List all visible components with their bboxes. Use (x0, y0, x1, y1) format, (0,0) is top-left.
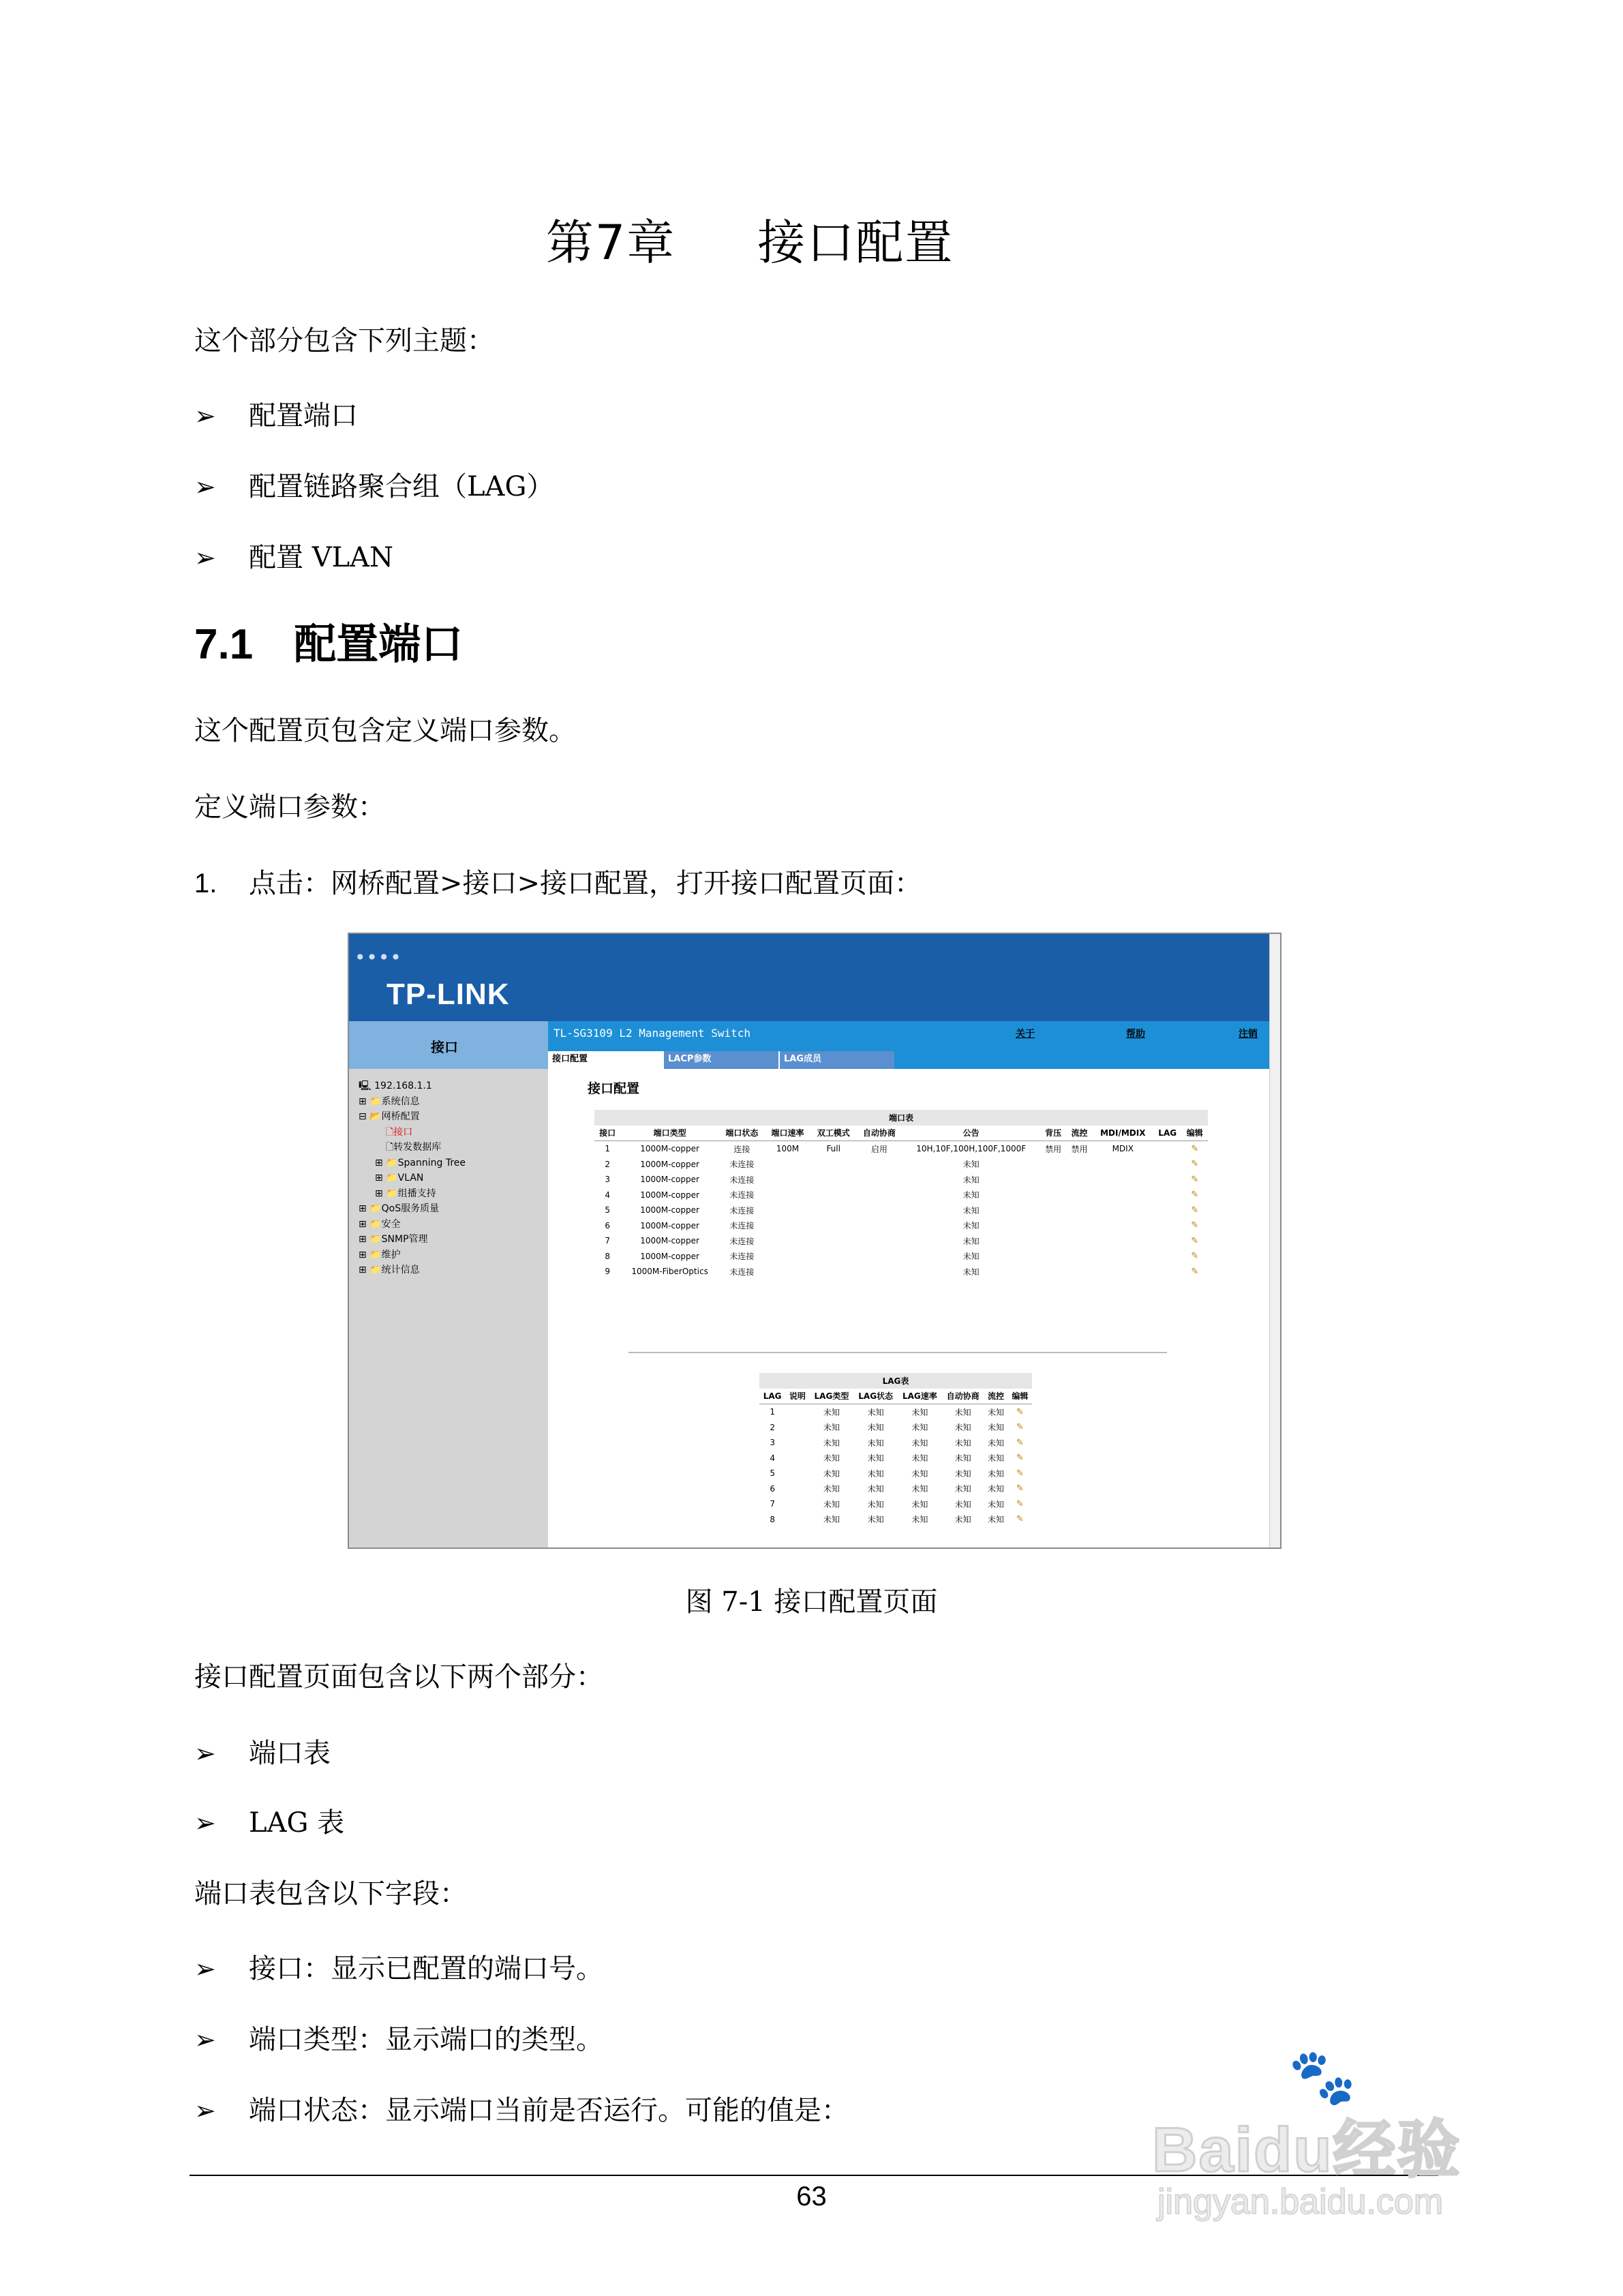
table-divider (628, 1352, 1167, 1353)
switch-title: TL-SG3109 L2 Management Switch (553, 1027, 750, 1040)
fields-intro: 端口表包含以下字段： (194, 1878, 467, 1909)
arrow-bullet-icon: ➢ (194, 472, 216, 502)
arrow-bullet-icon: ➢ (194, 2096, 216, 2126)
lag-table-header-row (759, 1389, 1032, 1404)
lag-table-column-header: LAG状态 (853, 1389, 898, 1404)
port-table-cell: 未知 (962, 1190, 980, 1200)
port-table-cell (1040, 1172, 1066, 1188)
lag-table-cell: 未知 (823, 1407, 840, 1417)
lag-table-cell: 未知 (823, 1453, 840, 1464)
lag-table-cell (785, 1451, 809, 1466)
port-table-cell (765, 1188, 810, 1203)
baidu-watermark (1152, 2045, 1561, 2222)
lag-table-cell (785, 1481, 809, 1497)
port-table-cell (1153, 1264, 1182, 1280)
intro-text: 这个部分包含下列主题： (194, 325, 494, 357)
lag-table-cell: 1 (770, 1407, 775, 1417)
port-table-cell: 未知 (962, 1205, 980, 1215)
port-table-cell: 3 (605, 1175, 610, 1185)
port-table-cell (810, 1249, 856, 1265)
port-table-cell (1066, 1264, 1092, 1280)
lag-table-cell (785, 1420, 809, 1436)
port-table-cell: 2 (605, 1159, 610, 1169)
port-table-cell (1153, 1172, 1182, 1188)
port-table-cell: 1000M-copper (640, 1251, 699, 1261)
port-table-cell: 5 (605, 1205, 610, 1215)
step-1 (194, 862, 922, 901)
edit-pencil-icon[interactable]: ✎ (1191, 1190, 1199, 1200)
lag-table-row (759, 1404, 1032, 1420)
lag-table-cell: 未知 (823, 1515, 840, 1525)
port-table-cell (1040, 1203, 1066, 1218)
define-params-text: 定义端口参数： (194, 791, 385, 823)
about-link[interactable]: 关于 (1016, 1029, 1035, 1040)
port-table-cell (1040, 1157, 1066, 1173)
port-table-column-header: 背压 (1040, 1126, 1066, 1141)
port-table-cell (1066, 1203, 1092, 1218)
port-table-cell: 1000M-copper (640, 1144, 699, 1154)
port-table-cell (810, 1264, 856, 1280)
port-table-cell (1040, 1188, 1066, 1203)
lag-table-cell: 未知 (988, 1453, 1005, 1464)
port-table-row (594, 1249, 1208, 1265)
port-table-cell (856, 1249, 902, 1265)
arrow-bullet-icon: ➢ (194, 1738, 216, 1768)
port-table-row (594, 1218, 1208, 1234)
lag-table-cell: 未知 (911, 1423, 928, 1433)
lag-table-column-header: 说明 (785, 1389, 809, 1404)
port-table-caption-row (594, 1110, 1208, 1126)
tree-root[interactable]: 🖳 192.168.1.1 (359, 1081, 432, 1091)
lag-table-caption: LAG表 (759, 1373, 1032, 1389)
lag-table-cell: 未知 (867, 1423, 884, 1433)
lag-table-cell: 未知 (954, 1423, 971, 1433)
tab-interface-config[interactable]: 接口配置 (548, 1051, 663, 1069)
port-table-cell: 1000M-copper (640, 1159, 699, 1169)
main-content (548, 1069, 1280, 1547)
port-table-cell: 连接 (733, 1144, 750, 1154)
chapter-number: 第7章 (545, 215, 676, 271)
edit-pencil-icon[interactable]: ✎ (1191, 1251, 1199, 1262)
port-table-cell: 禁用 (1071, 1144, 1088, 1154)
lag-table-cell: 未知 (867, 1515, 884, 1525)
lag-table-cell: 未知 (823, 1499, 840, 1509)
port-table-cell (765, 1172, 810, 1188)
lag-table-cell: 未知 (988, 1499, 1005, 1509)
port-table-cell: 6 (605, 1220, 610, 1230)
port-table-column-header: 接口 (594, 1126, 620, 1141)
lag-table-row (759, 1435, 1032, 1451)
arrow-bullet-icon: ➢ (194, 401, 216, 431)
port-table-cell: 1000M-FiberOptics (631, 1267, 708, 1277)
chapter-heading (0, 205, 1500, 273)
lag-table-cell: 未知 (954, 1438, 971, 1448)
port-table-cell: MDIX (1112, 1144, 1134, 1154)
port-table-row (594, 1172, 1208, 1188)
lag-table-cell: 未知 (867, 1453, 884, 1464)
lag-table-cell: 未知 (823, 1438, 840, 1448)
lag-table-cell: 2 (770, 1422, 775, 1432)
lag-table-cell: 未知 (823, 1484, 840, 1494)
port-table-cell (1040, 1233, 1066, 1249)
lag-table-cell: 未知 (867, 1468, 884, 1479)
port-table-cell (810, 1233, 856, 1249)
port-table-cell (1093, 1249, 1153, 1265)
watermark-brand: Baidu经验 (1152, 2115, 1461, 2185)
lag-table-cell: 未知 (954, 1484, 971, 1494)
field-item: ➢ 接口：显示已配置的端口号。 (194, 1953, 603, 1984)
port-table-column-header: 公告 (902, 1126, 1040, 1141)
port-table-header-row (594, 1126, 1208, 1141)
port-table-cell: Full (826, 1144, 840, 1154)
left-title: 接口 (431, 1039, 458, 1055)
parts-intro: 接口配置页面包含以下两个部分： (194, 1661, 603, 1693)
lag-table-cell: 未知 (988, 1468, 1005, 1479)
lag-table-cell (785, 1435, 809, 1451)
port-table-cell (1153, 1249, 1182, 1265)
port-table-cell: 4 (605, 1190, 610, 1200)
port-table-column-header: 双工模式 (810, 1126, 856, 1141)
port-table-cell: 9 (605, 1267, 610, 1277)
lag-table-column-header: 自动协商 (942, 1389, 984, 1404)
port-table-cell: 未知 (962, 1267, 980, 1277)
lag-table-cell: 6 (770, 1483, 775, 1494)
port-table-row (594, 1141, 1208, 1157)
port-table-cell (1153, 1157, 1182, 1173)
port-table-cell (1153, 1188, 1182, 1203)
lag-table-cell: 未知 (911, 1468, 928, 1479)
watermark-url: jingyan.baidu.com (1157, 2182, 1444, 2222)
port-table-cell (1066, 1218, 1092, 1234)
lag-table-cell: 未知 (867, 1438, 884, 1448)
figure-caption: 图 7-1 接口配置页面 (685, 1586, 938, 1618)
port-table-cell (765, 1249, 810, 1265)
lag-table-cell: 未知 (954, 1515, 971, 1525)
lag-table-row (759, 1496, 1032, 1512)
lag-table-row (759, 1466, 1032, 1481)
port-table-cell (1066, 1172, 1092, 1188)
edit-pencil-icon[interactable]: ✎ (1016, 1406, 1024, 1417)
tree-item-statistics[interactable]: ⊞ 📁统计信息 (359, 1265, 420, 1275)
lag-table-cell: 未知 (911, 1438, 928, 1448)
lag-table-cell: 未知 (988, 1484, 1005, 1494)
port-table-cell: 1 (605, 1144, 610, 1154)
port-table-cell (765, 1233, 810, 1249)
edit-pencil-icon[interactable]: ✎ (1016, 1453, 1024, 1464)
port-table-cell (1093, 1172, 1153, 1188)
arrow-bullet-icon: ➢ (194, 543, 216, 573)
lag-table-cell: 8 (770, 1514, 775, 1524)
edit-pencil-icon[interactable]: ✎ (1191, 1220, 1199, 1231)
lag-table-cell: 未知 (867, 1484, 884, 1494)
lag-table-cell: 5 (770, 1468, 775, 1479)
topic-item: ➢ 配置 VLAN (194, 542, 394, 573)
edit-pencil-icon[interactable]: ✎ (1016, 1468, 1024, 1479)
lag-table-cell: 未知 (954, 1407, 971, 1417)
arrow-bullet-icon: ➢ (194, 2025, 216, 2055)
lag-table-cell: 3 (770, 1438, 775, 1448)
port-table-cell: 未连接 (729, 1175, 755, 1185)
tree-item-maintenance[interactable]: ⊞ 📁维护 (359, 1249, 401, 1260)
lag-table-cell: 未知 (911, 1484, 928, 1494)
tab-lag-members[interactable]: LAG成员 (778, 1051, 894, 1069)
port-table-column-header: 端口速率 (765, 1126, 810, 1141)
paw-icon: 🐾 (1288, 2045, 1356, 2109)
lag-table-cell: 未知 (867, 1499, 884, 1509)
port-table-column-header: 端口类型 (620, 1126, 718, 1141)
port-table-cell: 未连接 (729, 1267, 755, 1277)
lag-table-column-header: 流控 (984, 1389, 1007, 1404)
lag-table-row (759, 1451, 1032, 1466)
lag-table-cell: 未知 (988, 1407, 1005, 1417)
logout-link[interactable]: 注销 (1239, 1029, 1258, 1040)
topic-item: ➢ 配置链路聚合组（LAG） (194, 471, 554, 502)
page-title: 接口配置 (588, 1081, 640, 1096)
edit-pencil-icon[interactable]: ✎ (1191, 1235, 1199, 1246)
port-table-column-header: 自动协商 (856, 1126, 902, 1141)
port-table-row (594, 1157, 1208, 1173)
port-table-cell (765, 1218, 810, 1234)
port-table-cell (810, 1172, 856, 1188)
lag-table-caption-row (759, 1373, 1032, 1389)
page-number: 63 (796, 2181, 827, 2211)
port-table-cell (1153, 1203, 1182, 1218)
field-item: ➢ 端口状态：显示端口当前是否运行。可能的值是： (194, 2095, 849, 2126)
port-table-cell (1093, 1218, 1153, 1234)
port-table-cell (1040, 1264, 1066, 1280)
lag-table-cell: 未知 (988, 1423, 1005, 1433)
port-table-cell: 未知 (962, 1160, 980, 1170)
port-table-cell (856, 1264, 902, 1280)
field-item: ➢ 端口类型：显示端口的类型。 (194, 2024, 603, 2055)
port-table-cell: 未连接 (729, 1190, 755, 1200)
lag-table-cell: 未知 (823, 1468, 840, 1479)
tree-item-system-info[interactable]: ⊞ 📁系统信息 (359, 1096, 420, 1107)
port-table-cell (1093, 1264, 1153, 1280)
lag-table-cell: 未知 (867, 1407, 884, 1417)
port-table-cell (765, 1157, 810, 1173)
tree-item-fdb[interactable]: 🗋转发数据库 (386, 1142, 442, 1153)
port-table-row (594, 1203, 1208, 1218)
lag-table-column-header: 编辑 (1008, 1389, 1032, 1404)
lag-table-cell: 未知 (911, 1407, 928, 1417)
lag-table-row (759, 1420, 1032, 1436)
edit-pencil-icon[interactable]: ✎ (1016, 1437, 1024, 1448)
port-table-cell (856, 1157, 902, 1173)
port-table-cell (765, 1264, 810, 1280)
arrow-bullet-icon: ➢ (194, 1954, 216, 1984)
port-table-cell (1153, 1218, 1182, 1234)
port-table-cell (1093, 1233, 1153, 1249)
tree-item-bridge-config[interactable]: ⊟ 📂网桥配置 (359, 1111, 420, 1122)
port-table-column-header: 编辑 (1182, 1126, 1208, 1141)
lag-table-cell: 未知 (954, 1499, 971, 1509)
port-table-cell (1093, 1203, 1153, 1218)
port-table-cell: 未连接 (729, 1160, 755, 1170)
port-table-cell (810, 1218, 856, 1234)
edit-pencil-icon[interactable]: ✎ (1016, 1514, 1024, 1525)
screenshot-figure (348, 933, 1281, 1549)
port-table-cell (1066, 1249, 1092, 1265)
port-table-cell (810, 1188, 856, 1203)
lag-table-column-header: LAG速率 (898, 1389, 942, 1404)
port-table-column-header: MDI/MDIX (1093, 1126, 1153, 1141)
nav-left-panel (349, 1021, 548, 1069)
port-table-cell: 禁用 (1045, 1144, 1062, 1154)
port-table-cell: 未连接 (729, 1205, 755, 1215)
lag-table-cell: 未知 (954, 1453, 971, 1464)
tree-item-security[interactable]: ⊞ 📁安全 (359, 1218, 401, 1230)
section-title: 配置端口 (294, 619, 464, 669)
lag-table-cell (785, 1404, 809, 1420)
scrollbar[interactable] (1269, 934, 1281, 1547)
port-table-cell (1153, 1141, 1182, 1157)
chapter-title: 接口配置 (757, 215, 954, 271)
topic-item: ➢ 配置端口 (194, 400, 358, 432)
port-table-cell (856, 1172, 902, 1188)
port-table-cell (765, 1203, 810, 1218)
lag-table-cell (785, 1466, 809, 1481)
port-table-cell (1066, 1157, 1092, 1173)
port-table-column-header: LAG (1153, 1126, 1182, 1141)
port-table-cell (1066, 1233, 1092, 1249)
tree-item-snmp[interactable]: ⊞ 📁SNMP管理 (359, 1234, 428, 1245)
port-table-cell (856, 1203, 902, 1218)
port-table-cell: 未知 (962, 1252, 980, 1262)
edit-pencil-icon[interactable]: ✎ (1191, 1159, 1199, 1170)
help-link[interactable]: 帮助 (1126, 1029, 1145, 1040)
port-table-cell: 未连接 (729, 1221, 755, 1231)
port-table-cell: 未连接 (729, 1252, 755, 1262)
port-table-cell: 未知 (962, 1175, 980, 1185)
lag-table-column-header: LAG (759, 1389, 785, 1404)
port-table-cell (1040, 1218, 1066, 1234)
step-number: 1. (194, 868, 217, 898)
lag-table-cell: 未知 (954, 1468, 971, 1479)
edit-pencil-icon[interactable]: ✎ (1016, 1483, 1024, 1494)
edit-pencil-icon[interactable]: ✎ (1191, 1143, 1199, 1154)
part-item: ➢ LAG 表 (194, 1807, 345, 1839)
lag-table-cell: 未知 (823, 1423, 840, 1433)
port-table-row (594, 1188, 1208, 1203)
section-intro: 这个配置页包含定义端口参数。 (194, 715, 576, 746)
port-table-cell: 未连接 (729, 1236, 755, 1246)
lag-table-cell: 4 (770, 1453, 775, 1463)
port-table-cell: 未知 (962, 1221, 980, 1231)
lag-table-row (759, 1481, 1032, 1497)
port-table-cell (1040, 1249, 1066, 1265)
port-table-cell: 8 (605, 1251, 610, 1261)
port-table-cell (1066, 1188, 1092, 1203)
edit-pencil-icon[interactable]: ✎ (1191, 1174, 1199, 1185)
tree-item-multicast[interactable]: ⊞ 📁组播支持 (375, 1188, 436, 1199)
port-table-row (594, 1264, 1208, 1280)
port-table-cell: 1000M-copper (640, 1236, 699, 1246)
edit-pencil-icon[interactable]: ✎ (1191, 1205, 1199, 1215)
port-table-cell: 1000M-copper (640, 1175, 699, 1185)
tree-item-qos[interactable]: ⊞ 📁QoS服务质量 (359, 1203, 440, 1214)
tree-item-spanning-tree[interactable]: ⊞ 📁Spanning Tree (375, 1157, 466, 1168)
nav-tree (359, 1078, 466, 1278)
port-table-cell (810, 1157, 856, 1173)
edit-pencil-icon[interactable]: ✎ (1016, 1498, 1024, 1509)
port-table-cell: 1000M-copper (640, 1205, 699, 1215)
logo-dots-icon: • • • • (354, 946, 399, 969)
edit-pencil-icon[interactable]: ✎ (1016, 1422, 1024, 1433)
lag-table-cell (785, 1496, 809, 1512)
tree-item-interface[interactable]: 🗋接口 (386, 1126, 413, 1138)
lag-table-cell: 7 (770, 1499, 775, 1509)
port-table-column-header: 端口状态 (719, 1126, 765, 1141)
arrow-bullet-icon: ➢ (194, 1808, 216, 1838)
tp-link-logo: TP-LINK (386, 978, 510, 1011)
tab-lacp-params[interactable]: LACP参数 (663, 1051, 778, 1069)
step-text: 点击：网桥配置>接口>接口配置，打开接口配置页面： (249, 868, 922, 899)
port-table-cell: 1000M-copper (640, 1220, 699, 1230)
part-item: ➢ 端口表 (194, 1738, 331, 1769)
lag-table-row (759, 1512, 1032, 1528)
port-table-row (594, 1233, 1208, 1249)
port-table-cell (1093, 1188, 1153, 1203)
port-table-column-header: 流控 (1066, 1126, 1092, 1141)
port-table (594, 1110, 1208, 1280)
lag-table-cell: 未知 (911, 1499, 928, 1509)
lag-table-cell: 未知 (911, 1453, 928, 1464)
port-table-cell: 10H,10F,100H,100F,1000F (916, 1144, 1027, 1154)
port-table-cell (1093, 1157, 1153, 1173)
port-table-cell (856, 1233, 902, 1249)
lag-table (759, 1373, 1032, 1527)
port-table-cell: 未知 (962, 1236, 980, 1246)
tree-item-vlan[interactable]: ⊞ 📁VLAN (375, 1173, 424, 1183)
port-table-cell: 1000M-copper (640, 1190, 699, 1200)
section-number: 7.1 (194, 621, 254, 668)
port-table-cell (856, 1188, 902, 1203)
port-table-cell: 7 (605, 1236, 610, 1246)
lag-table-cell (785, 1512, 809, 1528)
lag-table-cell: 未知 (988, 1515, 1005, 1525)
lag-table-column-header: LAG类型 (810, 1389, 854, 1404)
lag-table-cell: 未知 (911, 1515, 928, 1525)
port-table-cell (856, 1218, 902, 1234)
section-heading (194, 610, 463, 671)
port-table-cell (810, 1203, 856, 1218)
edit-pencil-icon[interactable]: ✎ (1191, 1266, 1199, 1277)
port-table-cell: 100M (776, 1144, 800, 1154)
sidebar (349, 1069, 548, 1547)
lag-table-cell: 未知 (988, 1438, 1005, 1448)
port-table-caption: 端口表 (594, 1110, 1208, 1126)
port-table-cell: 启用 (870, 1144, 888, 1154)
port-table-cell (1153, 1233, 1182, 1249)
